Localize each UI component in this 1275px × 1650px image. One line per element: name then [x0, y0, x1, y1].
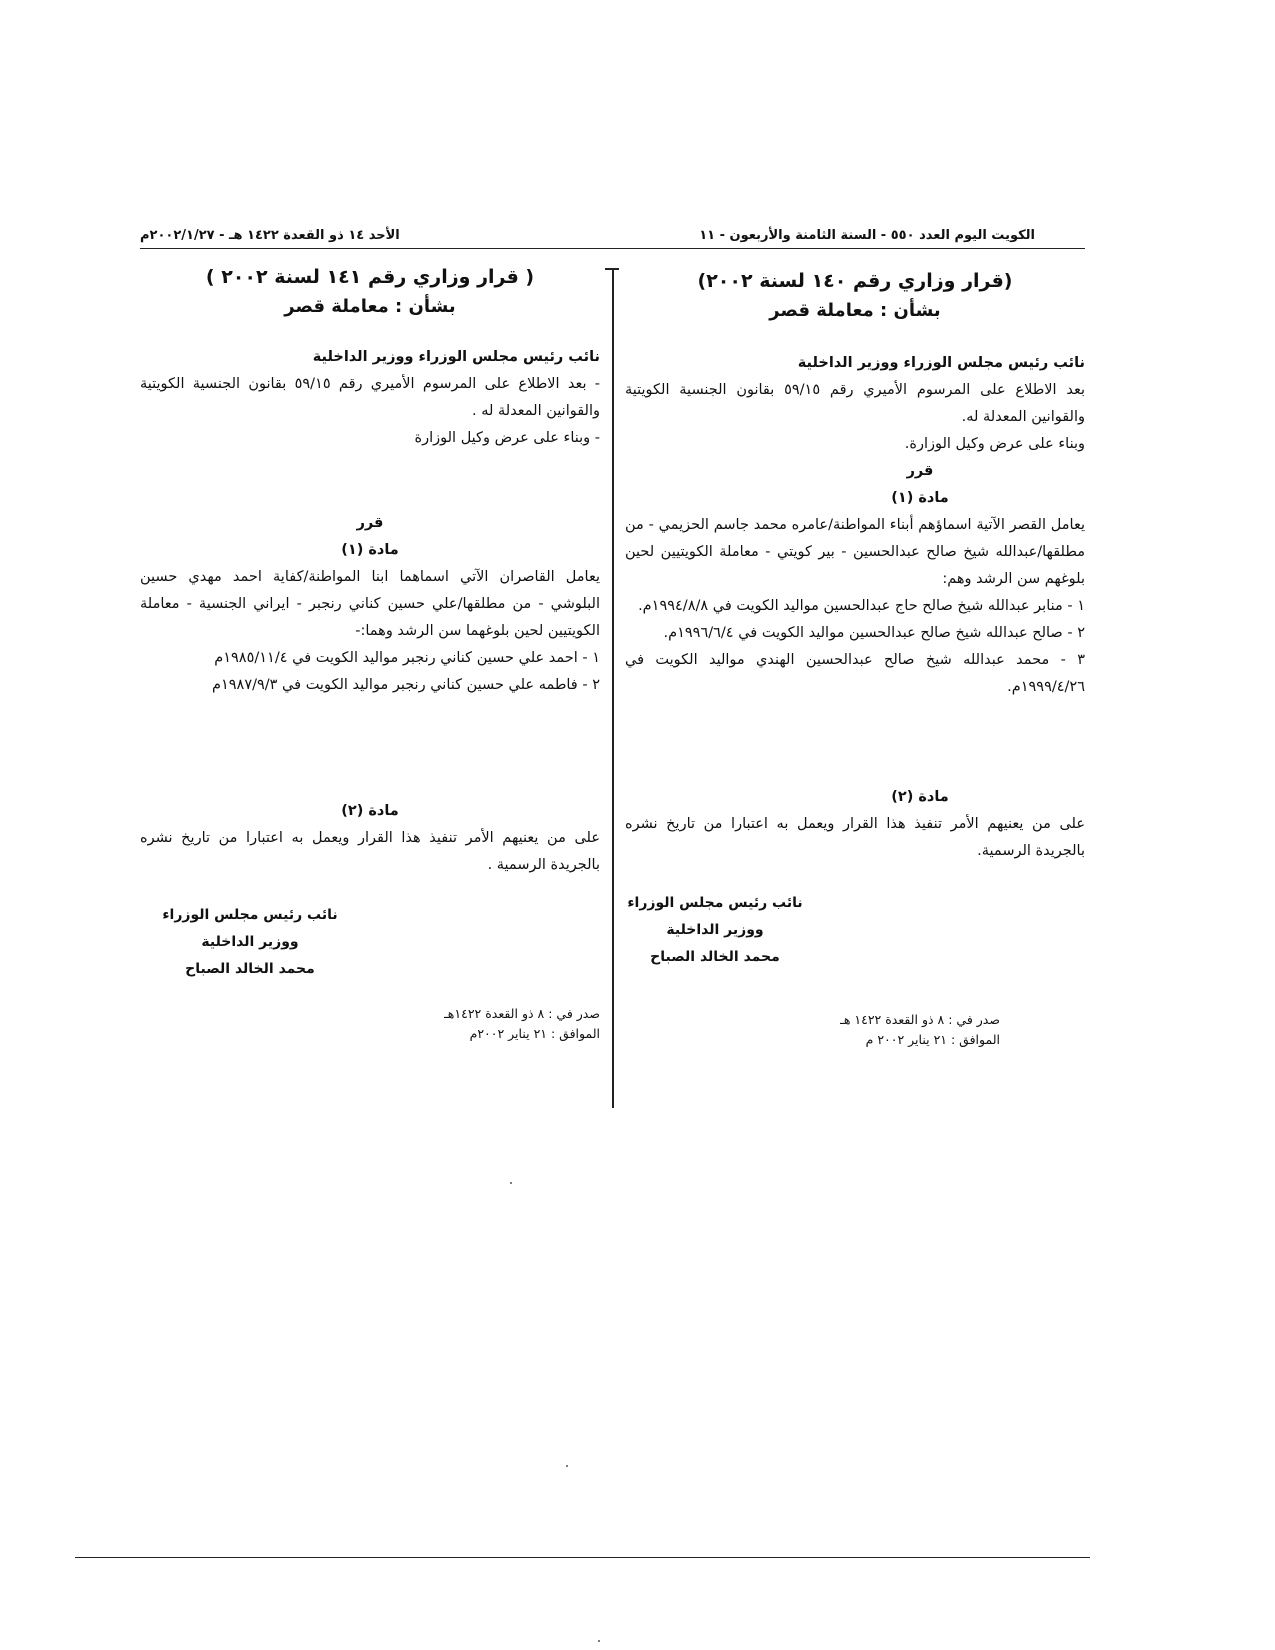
decree-140-person-3: ٣ - محمد عبدالله شيخ صالح عبدالحسين الهندي مواليد الكويت في ١٩٩٩/٤/٢٦م.	[625, 652, 1085, 695]
decree-140-issuer: نائب رئيس مجلس الوزراء ووزير الداخلية	[797, 355, 1085, 371]
decree-141-preamble-block	[140, 344, 600, 452]
decree-141-signature	[150, 902, 350, 983]
scan-speck	[510, 1182, 512, 1184]
decree-140-article2	[625, 784, 1085, 865]
decree-141-preamble-2: - وبناء على عرض وكيل الوزارة	[414, 430, 600, 446]
decree-140-signature-line-2: ووزير الداخلية	[666, 922, 764, 938]
decree-140-signature-line-3: محمد الخالد الصباح	[650, 949, 780, 965]
decree-141-person-2: ٢ - فاطمه علي حسين كناني رنجبر مواليد الكويت في ١٩٨٧/٩/٣م	[211, 677, 600, 693]
column-divider	[612, 268, 614, 1108]
decree-141-preamble-1: - بعد الاطلاع على المرسوم الأميري رقم ٥٩/١٥ بقانون الجنسية الكويتية والقوانين المعدلة له .	[140, 376, 600, 419]
decree-141-signature-line-1: نائب رئيس مجلس الوزراء	[162, 907, 338, 923]
decree-141-article2	[140, 798, 600, 879]
decree-140-signature-line-1: نائب رئيس مجلس الوزراء	[627, 895, 803, 911]
decree-140-dates	[780, 1010, 1000, 1050]
decree-141-signature-line-3: محمد الخالد الصباح	[185, 961, 315, 977]
decree-140-article1-title: مادة (١)	[891, 490, 949, 506]
decree-141-article1	[140, 510, 600, 699]
decree-141-article2-text: على من يعنيهم الأمر تنفيذ هذا القرار ويعمل به اعتبارا من تاريخ نشره بالجريدة الرسمية .	[140, 830, 600, 873]
header-date: الأحد ١٤ ذو القعدة ١٤٢٢ هـ - ٢٠٠٢/١/٢٧م	[140, 228, 400, 243]
decree-141-issuer: نائب رئيس مجلس الوزراء ووزير الداخلية	[312, 349, 600, 365]
decree-140-person-1: ١ - منابر عبدالله شيخ صالح حاج عبدالحسين مواليد الكويت في ١٩٩٤/٨/٨م.	[638, 598, 1085, 614]
decree-140-title: (قرار وزاري رقم ١٤٠ لسنة ٢٠٠٢)	[697, 270, 1013, 292]
decree-140-article1-text: يعامل القصر الآتية اسماؤهم أبناء المواطنة/عامره محمد جاسم الحزيمي - من مطلقها/عبدالله شيخ صالح عبدالحسين - بير كويتي - معاملة الكويتيين لحين بلوغهم سن الرشد وهم:	[625, 517, 1085, 587]
decree-140-corresponding: الموافق : ٢١ يناير ٢٠٠٢ م	[865, 1032, 1000, 1047]
decree-141-signature-line-2: ووزير الداخلية	[201, 934, 299, 950]
decree-141-article1-text: يعامل القاصران الآتي اسماهما ابنا المواطنة/كفاية احمد مهدي حسين البلوشي - من مطلقها/علي حسين كناني رنجبر - ايراني الجنسية - معاملة الكويتيين لحين بلوغهما سن الرشد وهما:-	[140, 569, 600, 639]
header-rule	[140, 248, 1085, 249]
decree-141-article2-title: مادة (٢)	[341, 803, 399, 819]
decree-141-article1-title: مادة (١)	[341, 542, 399, 558]
decree-141-title: ( قرار وزاري رقم ١٤١ لسنة ٢٠٠٢ )	[205, 266, 535, 288]
scan-speck	[598, 1640, 600, 1642]
scan-speck	[566, 1465, 568, 1467]
decree-140-preamble-1: بعد الاطلاع على المرسوم الأميري رقم ٥٩/١٥ بقانون الجنسية الكويتية والقوانين المعدلة له.	[625, 382, 1085, 425]
decree-141-issued: صدر في : ٨ ذو القعدة ١٤٢٢هـ	[444, 1006, 600, 1021]
decree-140-article2-title: مادة (٢)	[891, 789, 949, 805]
decree-140-issued: صدر في : ٨ ذو القعدة ١٤٢٢ هـ	[840, 1012, 1000, 1027]
decree-140-decided: قرر	[906, 463, 934, 479]
decree-140-subtitle: بشأن : معاملة قصر	[769, 300, 941, 321]
decree-141-dates	[380, 1004, 600, 1044]
decree-141-person-1: ١ - احمد علي حسين كناني رنجبر مواليد الكويت في ١٩٨٥/١١/٤م	[214, 650, 600, 666]
decree-140	[625, 266, 1085, 326]
header-issue-info: الكويت اليوم العدد ٥٥٠ - السنة الثامنة والأربعون - ١١	[699, 228, 1035, 243]
decree-141-subtitle: بشأن : معاملة قصر	[284, 296, 456, 317]
column-divider-tick	[605, 268, 619, 270]
decree-140-signature	[625, 890, 805, 971]
decree-140-article2-text: على من يعنيهم الأمر تنفيذ هذا القرار ويعمل به اعتبارا من تاريخ نشره بالجريدة الرسمية.	[625, 816, 1085, 859]
bottom-rule	[75, 1557, 1090, 1558]
decree-141	[140, 262, 600, 322]
decree-140-person-2: ٢ - صالح عبدالله شيخ صالح عبدالحسين مواليد الكويت في ١٩٩٦/٦/٤م.	[663, 625, 1085, 641]
decree-141-corresponding: الموافق : ٢١ يناير ٢٠٠٢م	[469, 1026, 600, 1041]
decree-140-preamble-2: وبناء على عرض وكيل الوزارة.	[904, 436, 1085, 452]
decree-140-body	[625, 350, 1085, 701]
decree-141-decided: قرر	[356, 515, 384, 531]
